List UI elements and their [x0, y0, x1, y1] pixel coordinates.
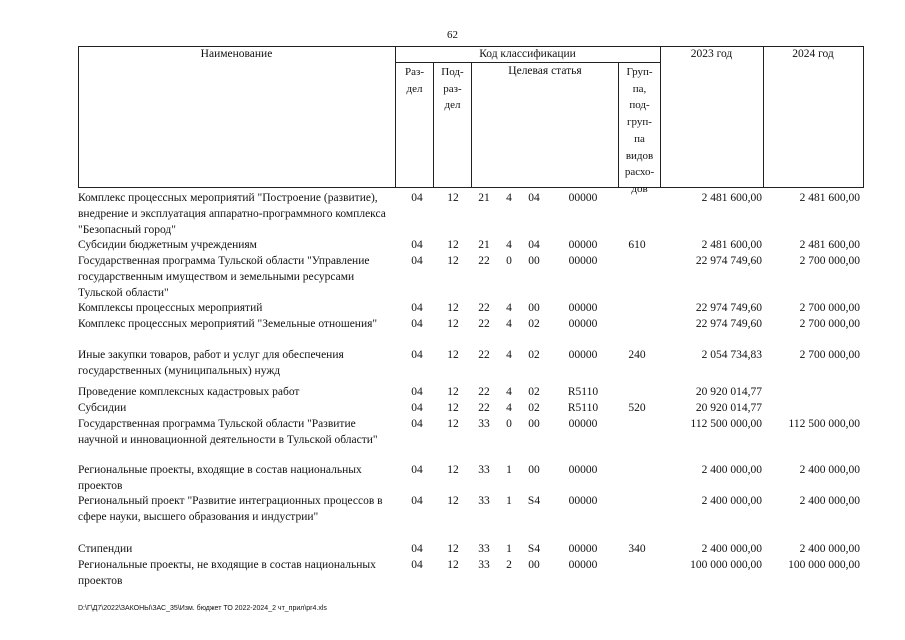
table-cell-d: 00000 — [568, 255, 598, 267]
table-cell-a: 33 — [478, 495, 490, 507]
table-cell-name: Региональные проекты, входящие в состав национальных проектов — [78, 464, 362, 492]
table-cell-r: 04 — [411, 386, 423, 398]
header-2023: 2023 год — [690, 48, 733, 60]
table-cell-g: 340 — [628, 543, 646, 555]
table-cell-v24: 2 700 000,00 — [799, 302, 860, 314]
header-podrazdel-line: раз- — [443, 82, 462, 95]
header-code: Код классификации — [479, 48, 576, 60]
table-cell-r: 04 — [411, 255, 423, 267]
table-cell-d: 00000 — [568, 543, 598, 555]
table-cell-r: 04 — [411, 318, 423, 330]
table-cell-v23: 100 000 000,00 — [690, 559, 762, 571]
table-cell-c: 00 — [528, 255, 540, 267]
table-cell-r: 04 — [411, 402, 423, 414]
table-cell-a: 22 — [478, 318, 490, 330]
table-cell-r: 04 — [411, 495, 423, 507]
table-cell-d: 00000 — [568, 464, 598, 476]
table-cell-c: 02 — [528, 402, 540, 414]
table-cell-c: 00 — [528, 418, 540, 430]
table-cell-d: 00000 — [568, 239, 598, 251]
table-cell-b: 2 — [506, 559, 512, 571]
header-group-line: па, — [632, 82, 647, 95]
table-cell-v23: 22 974 749,60 — [695, 302, 762, 314]
table-cell-a: 22 — [478, 402, 490, 414]
table-cell-pr: 12 — [447, 559, 459, 571]
header-razdel-line: Раз- — [404, 66, 424, 78]
table-cell-v24: 2 400 000,00 — [799, 543, 860, 555]
header-2024: 2024 год — [792, 48, 834, 60]
header-group-line: груп- — [627, 116, 652, 129]
table-cell-d: 00000 — [568, 349, 598, 361]
table-cell-b: 4 — [506, 302, 512, 314]
table-cell-a: 22 — [478, 255, 490, 267]
table-cell-d: 00000 — [568, 318, 598, 330]
table-cell-name: Комплекс процессных мероприятий "Построение (развитие), внедрение и эксплуатация аппаратно-программного комплекса "Безопасный город" — [78, 192, 386, 236]
table-cell-v24: 2 400 000,00 — [799, 464, 860, 476]
table-cell-pr: 12 — [447, 255, 459, 267]
table-cell-d: 00000 — [568, 192, 598, 204]
table-cell-d: R5110 — [567, 402, 599, 414]
table-cell-v23: 112 500 000,00 — [690, 418, 762, 430]
table-cell-v24: 2 700 000,00 — [799, 349, 860, 361]
table-cell-b: 4 — [506, 192, 512, 204]
table-cell-v23: 22 974 749,60 — [695, 318, 762, 330]
table-cell-name: Комплексы процессных мероприятий — [78, 302, 263, 314]
table-cell-v24: 2 481 600,00 — [799, 192, 860, 204]
table-cell-c: 00 — [528, 464, 540, 476]
table-cell-name: Иные закупки товаров, работ и услуг для обеспечения государственных (муниципальных) нужд — [78, 349, 344, 377]
table-cell-a: 21 — [478, 239, 490, 251]
table-cell-v24: 100 000 000,00 — [788, 559, 860, 571]
table-cell-a: 22 — [478, 349, 490, 361]
table-cell-name: Региональный проект "Развитие интеграционных процессов в сфере науки, высшего образования и индустрии" — [78, 495, 383, 523]
table-cell-v23: 2 054 734,83 — [701, 349, 762, 361]
table-cell-pr: 12 — [447, 402, 459, 414]
header-name: Наименование — [200, 48, 273, 60]
header-group-line: Груп- — [626, 66, 653, 78]
table-cell-a: 22 — [478, 386, 490, 398]
table-cell-d: 00000 — [568, 559, 598, 571]
table-cell-r: 04 — [411, 464, 423, 476]
table-cell-pr: 12 — [447, 302, 459, 314]
table-cell-b: 1 — [506, 464, 512, 476]
table-cell-r: 04 — [411, 192, 423, 204]
table-cell-a: 33 — [478, 543, 490, 555]
table-cell-pr: 12 — [447, 318, 459, 330]
table-cell-c: 02 — [528, 349, 540, 361]
table-cell-a: 33 — [478, 464, 490, 476]
header-group-line: дов — [631, 182, 648, 195]
table-cell-v23: 2 400 000,00 — [701, 464, 762, 476]
table-cell-pr: 12 — [447, 495, 459, 507]
table-cell-a: 22 — [478, 302, 490, 314]
table-cell-c: 02 — [528, 386, 540, 398]
table-cell-name: Региональные проекты, не входящие в состав национальных проектов — [78, 559, 376, 587]
table-cell-d: R5110 — [567, 386, 599, 398]
header-podrazdel-line: Под- — [441, 66, 464, 78]
header-group-line: расхо- — [624, 166, 655, 179]
table-cell-d: 00000 — [568, 495, 598, 507]
table-cell-name: Стипендии — [78, 543, 133, 555]
header-podrazdel-line: дел — [444, 99, 461, 112]
table-cell-b: 0 — [506, 418, 512, 430]
table-cell-pr: 12 — [447, 418, 459, 430]
table-cell-pr: 12 — [447, 543, 459, 555]
table-cell-a: 33 — [478, 418, 490, 430]
table-cell-a: 21 — [478, 192, 490, 204]
table-cell-name: Субсидии бюджетным учреждениям — [78, 239, 257, 251]
table-cell-name: Комплекс процессных мероприятий "Земельные отношения" — [78, 318, 378, 330]
table-cell-b: 4 — [506, 239, 512, 251]
table-cell-pr: 12 — [447, 239, 459, 251]
table-cell-v24: 2 400 000,00 — [799, 495, 860, 507]
table-cell-pr: 12 — [447, 464, 459, 476]
table-cell-v23: 20 920 014,77 — [695, 386, 762, 398]
table-cell-b: 1 — [506, 543, 512, 555]
table-cell-b: 1 — [506, 495, 512, 507]
header-target: Целевая статья — [508, 65, 582, 77]
table-cell-g: 240 — [628, 349, 646, 361]
table-cell-name: Проведение комплексных кадастровых работ — [78, 386, 300, 398]
table-cell-v23: 22 974 749,60 — [695, 255, 762, 267]
table-cell-v23: 2 481 600,00 — [701, 192, 762, 204]
page-number: 62 — [447, 29, 458, 41]
table-cell-b: 4 — [506, 318, 512, 330]
table-cell-pr: 12 — [447, 349, 459, 361]
table-cell-b: 4 — [506, 386, 512, 398]
table-cell-v24: 2 700 000,00 — [799, 255, 860, 267]
table-cell-c: 04 — [528, 239, 540, 251]
header-razdel-line: дел — [406, 82, 423, 95]
table-cell-v23: 2 400 000,00 — [701, 543, 762, 555]
table-cell-r: 04 — [411, 559, 423, 571]
file-path: D:\Г\Д7\2022\ЗАКОНЫ\ЗАС_35\Изм. бюджет ТО 2022-2024_2 чт_прил\pr4.xls — [78, 605, 327, 612]
table-cell-g: 520 — [628, 402, 646, 414]
table-cell-r: 04 — [411, 543, 423, 555]
table-cell-v23: 20 920 014,77 — [695, 402, 762, 414]
table-cell-r: 04 — [411, 418, 423, 430]
header-group-line: па — [634, 132, 645, 145]
table-cell-pr: 12 — [447, 192, 459, 204]
table-cell-d: 00000 — [568, 418, 598, 430]
table-cell-pr: 12 — [447, 386, 459, 398]
table-cell-r: 04 — [411, 349, 423, 361]
table-cell-a: 33 — [478, 559, 490, 571]
table-cell-v24: 2 481 600,00 — [799, 239, 860, 251]
table-cell-v24: 2 700 000,00 — [799, 318, 860, 330]
header-group-line: под- — [629, 99, 650, 112]
header-group-line: видов — [625, 149, 654, 162]
table-cell-c: S4 — [527, 543, 541, 555]
table-cell-c: 00 — [528, 302, 540, 314]
table-cell-name: Государственная программа Тульской области "Управление государственным имуществом и земельными ресурсами Тульской области" — [78, 255, 370, 299]
table-cell-name: Субсидии — [78, 402, 127, 414]
table-cell-v23: 2 481 600,00 — [701, 239, 762, 251]
table-cell-c: 00 — [528, 559, 540, 571]
table-cell-v23: 2 400 000,00 — [701, 495, 762, 507]
table-cell-b: 4 — [506, 349, 512, 361]
table-cell-r: 04 — [411, 239, 423, 251]
table-cell-c: 02 — [528, 318, 540, 330]
table-cell-c: 04 — [528, 192, 540, 204]
table-cell-v24: 112 500 000,00 — [788, 418, 860, 430]
table-cell-g: 610 — [628, 239, 646, 251]
table-cell-d: 00000 — [568, 302, 598, 314]
table-cell-c: S4 — [527, 495, 541, 507]
table-cell-name: Государственная программа Тульской области "Развитие научной и инновационной деятельности в Тульской области" — [78, 418, 378, 446]
table-cell-b: 4 — [506, 402, 512, 414]
table-cell-b: 0 — [506, 255, 512, 267]
table-cell-r: 04 — [411, 302, 423, 314]
